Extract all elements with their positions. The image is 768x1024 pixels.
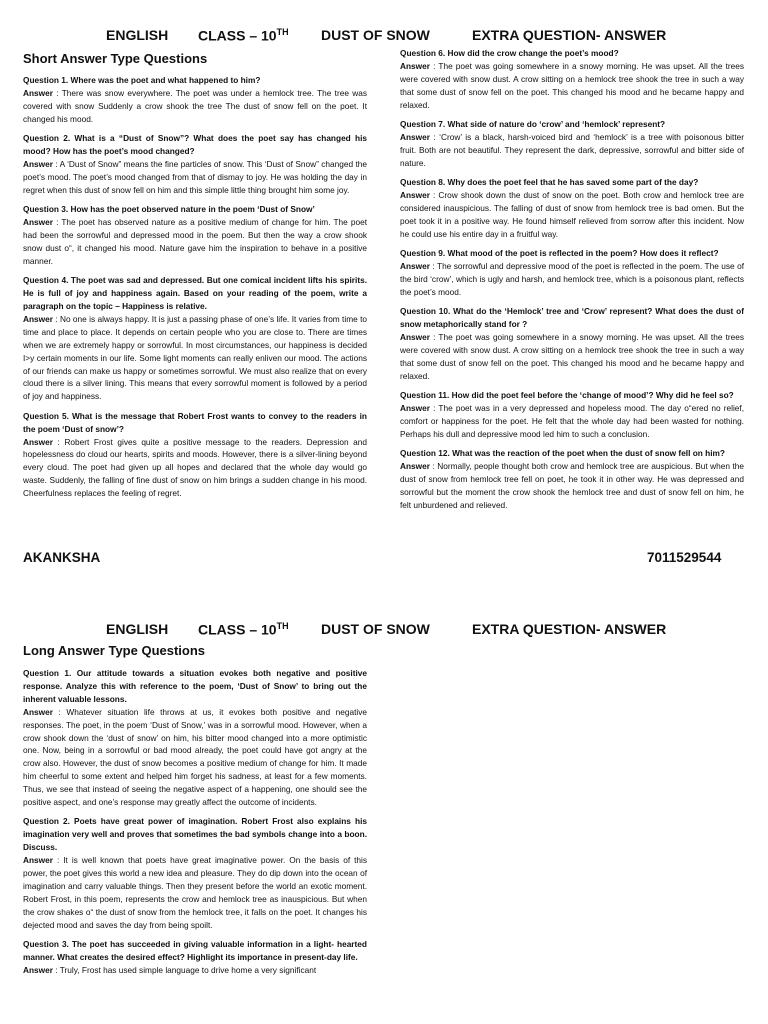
question-text: Question 6. How did the crow change the poet’s mood? [400,48,619,58]
qa-item [23,132,367,197]
answer-body: No one is always happy. It is just a passing phase of one’s life. It varies from time to time and place to place. It depends on certain people who you are close to. There are times when we are extremely happy or sorrowful. In most circumstances, our happiness is decided I>y certain moments in our life. Some light moments can really enliven our mood. The actions of our friends can make us happy or sometimes sorrowful. We must also realize that on every cloud there is a silver lining. This means that every sorrowful moment is followed by a period of joy and happiness. [23,313,367,402]
answer-text: Answer : The poet was going somewhere in a snowy morning. He was upset. All the trees were covered with snow dust. A crow sitting on a hemlock tree shook the tree in such a way that some dust of snow fell on the poet. This changed his mood and he became happy and relaxed. [400,60,745,110]
answer-label: Answer [23,964,53,975]
answer-body: The poet was in a very depressed and hopeless mood. The day o“ered no relief, comfort or happiness for the poet. He felt that the whole day had been wasted for nothing. Perhaps his dull and depressive mood led him to such a conclusion. [400,403,745,439]
qa-item [400,447,744,512]
answer-body: There was snow everywhere. The poet was under a hemlock tree. The tree was covered with snow Suddenly a crow shook the tree The dust of snow fell on the poet. It changed his mood. [23,87,367,124]
answer-label: Answer [400,461,430,472]
header-class [198,621,289,638]
question-text: Question 11. How did the poet feel before the ‘change of mood’? Why did he feel so? [400,390,734,401]
qa-item [23,938,367,977]
header-chapter: DUST OF SNOW [321,621,430,637]
answer-label: Answer [23,436,53,447]
header-class-sup: TH [276,27,289,37]
answer-text: Answer : The poet has observed nature as a positive medium of change for him. The poet had been the sorrowful and depressed mood in the poem. But then the way a crow shook snow dust o“, it changed his mood. Nature gave him the inspiration to behave in a positive manner. [23,217,368,266]
answer-label: Answer [400,190,430,201]
answer-label: Answer [23,158,53,169]
qa-item [23,203,367,268]
question-text: Question 7. What side of nature do ‘crow’ and ‘hemlock’ represent? [400,119,666,130]
answer-text: Answer : The sorrowful and depressive mood of the poet is reflected in the poem. The use of the bird ‘crow’, which is ugly and harsh, and hemlock tree, which is a poisonous plant, reflects the poet’s mood. [400,261,744,297]
left-column [23,74,367,507]
answer-text: Answer : ‘Crow’ is a black, harsh-voiced bird and ‘hemlock’ is a tree with poisonous bitter fruit. Both are not beautiful. They represent the dark, depressive, sorrowful and bitter side of nature. [400,131,744,168]
answer-text: Answer : Crow shook down the dust of snow on the poet. Both crow and hemlock tree are considered inauspicious. The falling of dust of snow from hemlock tree is bad omen. But the poet took it in a positive way. He found himself relieved from sorrow after this incident. Now he could use his entire day in a fruitful way. [400,190,744,239]
qa-item [23,274,367,403]
answer-label: Answer [23,313,53,324]
question-text: Question 8. Why does the poet feel that he has saved some part of the day? [400,177,699,188]
header-class [198,27,289,44]
answer-label: Answer [23,855,53,866]
answer-body: The poet was going somewhere in a snowy morning. He was upset. All the trees were covered with snow dust. A crow sitting on a hemlock tree shook the tree in such a way that some dust of snow fell on the poet. This changed his mood and he became happy and relaxed. [400,332,745,381]
header-label: EXTRA QUESTION- ANSWER [472,27,667,43]
header-class-sup: TH [276,621,289,631]
qa-item [400,176,744,241]
qa-item [23,667,367,809]
answer-text: Answer : Whatever situation life throws at us, it evokes both positive and negative responses. The poet, in the poem ‘Dust of Snow,’ was in a sorrowful mood. However, when a crow shook down the ‘dust of snow’ on him, his bitter mood changed into a more optimistic one. Now, being in a sorrowful or bad mood already, the poet could have got angry at the crow also. However, the dust of snow becomes a positive medium of change for him. It made him cheerful to some extent and helped him forget his sadness, at least for a few moments. Thus, we see that instead of seeing the negative aspect of a happening, one should see the positive aspect, and one’s response may greatly affect the outcome of incidents. [23,706,367,808]
question-text: Question 1. Our attitude towards a situation evokes both negative and positive response. Analyze this with reference to the poem, ‘Dust of Snow’ to bring out the inherent valuable lessons. [23,668,367,704]
left-column-long [23,667,367,983]
answer-text: Answer : The poet was going somewhere in a snowy morning. He was upset. All the trees were covered with snow dust. A crow sitting on a hemlock tree shook the tree in such a way that some dust of snow fell on the poet. This changed his mood and he became happy and relaxed. [400,332,745,381]
qa-item [400,247,744,299]
answer-body: The poet has observed nature as a positive medium of change for him. The poet had been the sorrowful and depressed mood in the poem. But then the way a crow shook snow dust o“, it changed his mood. Nature gave him the inspiration to behave in a positive manner. [23,217,368,266]
answer-label: Answer [23,87,53,98]
qa-item [400,47,744,112]
answer-text: Answer : There was snow everywhere. The poet was under a hemlock tree. The tree was covered with snow Suddenly a crow shook the tree The dust of snow fell on the poet. It changed his mood. [23,87,367,124]
qa-item [23,74,367,126]
answer-text: Answer : It is well known that poets have great imaginative power. On the basis of this power, the poet gives this world a new idea and pleasure. They do dip down into the ocean of imagination and carry valuable things. Then they present before the world an exotic moment. Robert Frost, in this poem, represents the crow and hemlock tree as inauspicious. But when the crow shakes o“ the dust of snow from the hemlock tree, it falls on the poet. It changes his dejected mood and saves the day from being spoilt. [23,855,368,930]
question-text: Question 2. What is a “Dust of Snow”? What does the poet say has changed his mood? How has the poet’s mood changed? [23,133,367,157]
answer-body: ‘Crow’ is a black, harsh-voiced bird and ‘hemlock’ is a tree with poisonous bitter fruit. Both are not beautiful. They represent the dark, depressive, sorrowful and bitter side of nature. [400,131,744,168]
question-text: Question 12. What was the reaction of the poet when the dust of snow fell on him? [400,448,725,459]
answer-text: Answer : The poet was in a very depressed and hopeless mood. The day o“ered no relief, comfort or happiness for the poet. He felt that the whole day had been wasted for nothing. Perhaps his dull and depressive mood led him to such a conclusion. [400,403,745,439]
footer-phone: 7011529544 [647,550,722,565]
answer-body: Whatever situation life throws at us, it evokes both positive and negative responses. The poet, in the poem ‘Dust of Snow,’ was in a sorrowful mood. However, when a crow shook down the ‘dust of snow’ on him, his bitter mood changed into a more optimistic one. Now, being in a sorrowful or bad mood already, the poet could have got angry at the crow also. However, the dust of snow becomes a positive medium of change for him. It made him cheerful to some extent and helped him forget his sadness, at least for a few moments. Thus, we see that instead of seeing the negative aspect of a happening, one should see the positive aspect, and one’s response may greatly affect the outcome of incidents. [23,706,367,808]
question-text: Question 1. Where was the poet and what happened to him? [23,75,261,85]
answer-body: Robert Frost gives quite a positive message to the readers. Depression and hopelessness do cloud our hearts, spirits and moods. However, there is a silver-lining beyond every cloud. The poet had given up all hopes and declared that the whole day would go waste. Suddenly, the falling of fine dust of snow on him brings a sudden change in his mood. Cheerfulness replaces the feeling of regret. [23,436,367,499]
qa-item [23,410,367,500]
answer-body: It is well known that poets have great imaginative power. On the basis of this power, the poet gives this world a new idea and pleasure. They do dip down into the ocean of imagination and carry valuable things. Then they present before the world an exotic moment. Robert Frost, in this poem, represents the crow and hemlock tree as inauspicious. But when the crow shakes o“ the dust of snow from the hemlock tree, it falls on the poet. It changes his dejected mood and saves the day from being spoilt. [23,855,368,930]
answer-label: Answer [23,706,53,717]
section-title-long: Long Answer Type Questions [23,643,206,658]
answer-text: Answer : A ‘Dust of Snow” means the fine particles of snow. This ‘Dust of Snow” changed the poet’s mood. The poet’s mood changed from that of dismay to joy. He was holding the day in regret when this dust of snow fell on him and this simple little thing brought him some joy. [23,158,367,195]
right-column [400,47,744,518]
header-subject: ENGLISH [106,621,169,637]
answer-body: A ‘Dust of Snow” means the fine particles of snow. This ‘Dust of Snow” changed the poet’s mood. The poet’s mood changed from that of dismay to joy. He was holding the day in regret when this dust of snow fell on him and this simple little thing brought him some joy. [23,158,367,195]
answer-label: Answer [400,332,430,343]
answer-text: Answer : Normally, people thought both crow and hemlock tree are auspicious. But when the dust of snow from hemlock tree fell on poet, he took it in other way. He was depressed and sorrowful but the moment the crow shook the hemlock tree and dust of snow fell on him, he felt unburdened and relieved. [400,461,744,510]
footer-name: AKANKSHA [23,550,101,565]
question-text: Question 9. What mood of the poet is reflected in the poem? How does it reflect? [400,248,719,259]
question-text: Question 4. The poet was sad and depressed. But one comical incident lifts his spirits. He is full of joy and happiness again. Based on your reading of the poem, write a paragraph on the topic – Happiness is relative. [23,275,367,311]
header-subject: ENGLISH [106,27,169,43]
qa-item [400,118,744,170]
qa-item [23,815,367,931]
header-label: EXTRA QUESTION- ANSWER [472,621,667,637]
answer-body: Truly, Frost has used simple language to drive home a very significant [59,964,317,975]
section-title-short: Short Answer Type Questions [23,51,208,66]
answer-body: The poet was going somewhere in a snowy morning. He was upset. All the trees were covered with snow dust. A crow sitting on a hemlock tree shook the tree in such a way that some dust of snow fell on the poet. This changed his mood and he became happy and relaxed. [400,60,745,110]
question-text: Question 3. How has the poet observed nature in the poem ‘Dust of Snow’ [23,204,315,215]
answer-body: Crow shook down the dust of snow on the poet. Both crow and hemlock tree are considered inauspicious. The falling of dust of snow from hemlock tree is bad omen. But the poet took it in a positive way. He found himself relieved from sorrow after this incident. Now he could use his entire day in a fruitful way. [400,190,744,239]
question-text: Question 2. Poets have great power of imagination. Robert Frost also explains his imagination very well and proves that sometimes the bad symbols change into a boon. Discuss. [23,816,367,853]
answer-label: Answer [400,131,430,142]
header-class-text: CLASS – 10 [198,27,277,44]
question-text: Question 3. The poet has succeeded in giving valuable information in a light- hearted manner. What creates the desired effect? Highlight its importance in present-day life. [23,939,367,963]
question-text: Question 5. What is the message that Robert Frost wants to convey to the readers in the poem ‘Dust of snow’? [23,410,367,434]
answer-text: Answer : Robert Frost gives quite a positive message to the readers. Depression and hopelessness do cloud our hearts, spirits and moods. However, there is a silver-lining beyond every cloud. The poet had given up all hopes and declared that the whole day would go waste. Suddenly, the falling of fine dust of snow on him brings a sudden change in his mood. Cheerfulness replaces the feeling of regret. [23,436,367,499]
header-chapter: DUST OF SNOW [321,27,430,43]
answer-body: Normally, people thought both crow and hemlock tree are auspicious. But when the dust of snow from hemlock tree fell on poet, he took it in other way. He was depressed and sorrowful but the moment the crow shook the hemlock tree and dust of snow fell on him, he felt unburdened and relieved. [400,461,744,510]
page-header-2 [0,621,768,643]
answer-text: Answer : No one is always happy. It is just a passing phase of one’s life. It varies from time to time and place to place. It depends on certain people who you are close to. There are times when we are extremely happy or sorrowful. In most circumstances, our happiness is decided I>y certain moments in our life. Some light moments can really enliven our mood. The actions of our friends can make us happy or sometimes sorrowful. We must also realize that on every cloud there is a silver lining. This means that every sorrowful moment is followed by a period of joy and happiness. [23,313,367,402]
answer-label: Answer [400,403,430,414]
answer-text: Answer : Truly, Frost has used simple language to drive home a very significant [23,964,317,975]
answer-label: Answer [400,261,430,272]
page-header-1 [0,27,768,49]
qa-item [400,305,744,382]
question-text: Question 10. What do the ‘Hemlock’ tree and ‘Crow’ represent? What does the dust of snow metaphorically stand for ? [400,306,744,330]
answer-label: Answer [23,217,53,228]
answer-label: Answer [400,60,430,71]
header-class-text: CLASS – 10 [198,621,277,638]
qa-item [400,389,744,441]
answer-body: The sorrowful and depressive mood of the poet is reflected in the poem. The use of the bird ‘crow’, which is ugly and harsh, and hemlock tree, which is a poisonous plant, reflects the poet’s mood. [400,261,744,297]
